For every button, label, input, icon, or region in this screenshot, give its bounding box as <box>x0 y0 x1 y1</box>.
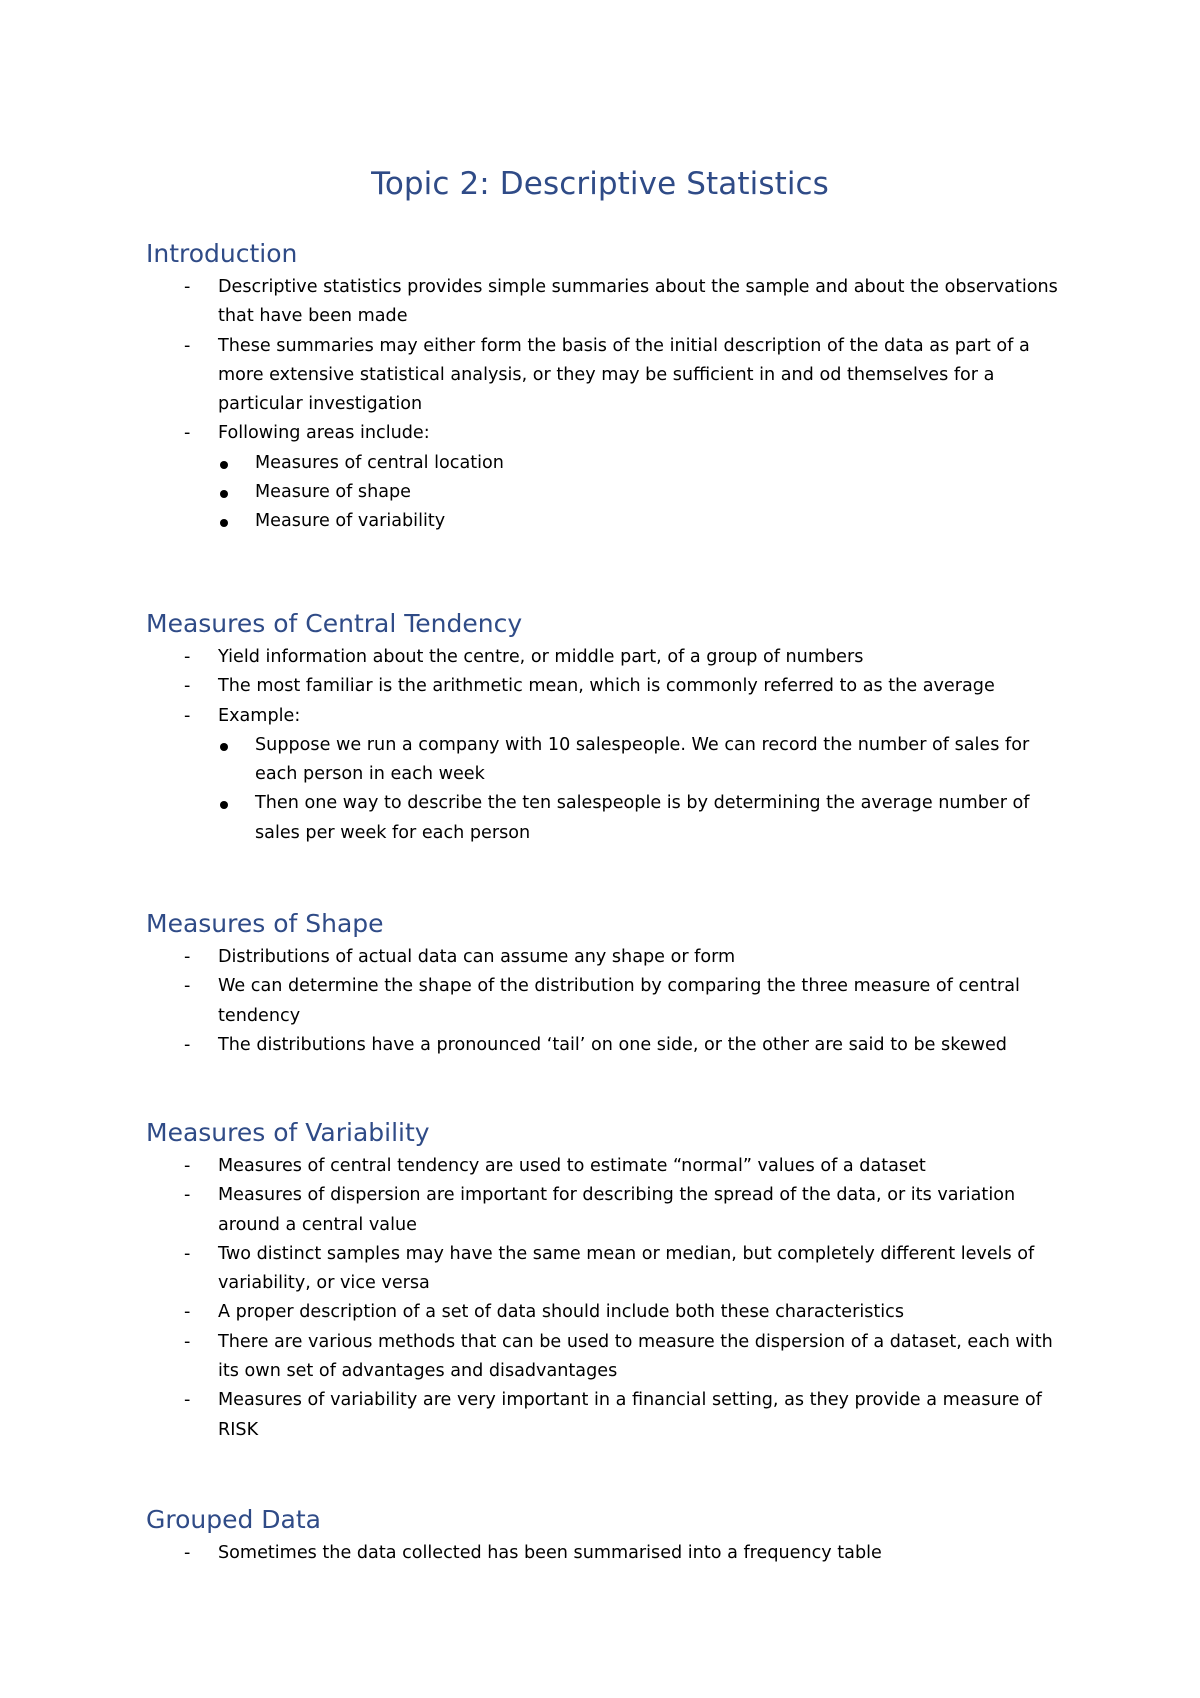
sub-list-item: Measure of variability <box>146 507 1076 536</box>
dash-bullet: - <box>184 1390 191 1411</box>
dash-bullet: - <box>184 947 191 967</box>
dash-bullet: - <box>184 647 191 667</box>
bullet-dot <box>220 801 228 809</box>
sub-bullet-list <box>146 731 1076 848</box>
list-item: - The most familiar is the arithmetic mean, which is commonly referred to as the average <box>146 672 1076 701</box>
bullet-list <box>146 643 1076 731</box>
dash-bullet: - <box>184 423 191 444</box>
list-item: - Example: <box>146 702 1076 731</box>
section-central-tendency <box>146 608 1076 848</box>
bullet-list <box>146 1539 1076 1568</box>
dash-bullet: - <box>184 1331 191 1352</box>
section-grouped-data <box>146 1504 1076 1568</box>
dash-bullet: - <box>184 1543 191 1563</box>
sub-list-item: Suppose we run a company with 10 salespeople. We can record the number of sales for each person in each week <box>146 731 1076 790</box>
section-heading: Grouped Data <box>146 1505 321 1534</box>
section-variability <box>146 1117 1076 1445</box>
section-shape <box>146 908 1076 1060</box>
bullet-dot <box>220 519 228 527</box>
list-item: - We can determine the shape of the distribution by comparing the three measure of central tendency <box>146 972 1076 1031</box>
list-item: - There are various methods that can be used to measure the dispersion of a dataset, each with its own set of advantages and disadvantages <box>146 1328 1076 1387</box>
dash-bullet: - <box>184 705 191 726</box>
bullet-dot <box>220 461 228 469</box>
dash-bullet: - <box>184 1156 191 1176</box>
list-item: - Measures of central tendency are used to estimate “normal” values of a dataset <box>146 1152 1076 1181</box>
list-item: - Sometimes the data collected has been summarised into a frequency table <box>146 1539 1076 1568</box>
section-heading: Introduction <box>146 239 298 268</box>
dash-bullet: - <box>184 1185 191 1206</box>
bullet-dot <box>220 490 228 498</box>
dash-bullet: - <box>184 976 191 997</box>
bullet-dot <box>220 743 228 751</box>
list-item: - The distributions have a pronounced ‘tail’ on one side, or the other are said to be skewed <box>146 1031 1076 1060</box>
dash-bullet: - <box>184 277 191 297</box>
list-item: - Yield information about the centre, or middle part, of a group of numbers <box>146 643 1076 672</box>
sub-list-item: Then one way to describe the ten salespeople is by determining the average number of sales per week for each person <box>146 789 1076 848</box>
section-heading: Measures of Shape <box>146 909 384 938</box>
list-item: - These summaries may either form the basis of the initial description of the data as part of a more extensive statistical analysis, or they may be sufficient in and od themselves for a particular investigation <box>146 332 1076 420</box>
dash-bullet: - <box>184 676 191 697</box>
bullet-list <box>146 273 1076 449</box>
dash-bullet: - <box>184 335 191 356</box>
section-introduction <box>146 238 1076 537</box>
list-item: - Following areas include: <box>146 419 1076 448</box>
sub-bullet-list <box>146 449 1076 537</box>
sub-list-item: Measure of shape <box>146 478 1076 507</box>
list-item: - Distributions of actual data can assume any shape or form <box>146 943 1076 972</box>
list-item: - A proper description of a set of data should include both these characteristics <box>146 1298 1076 1327</box>
list-item: - Two distinct samples may have the same mean or median, but completely different levels of variability, or vice versa <box>146 1240 1076 1299</box>
section-heading: Measures of Central Tendency <box>146 609 523 638</box>
bullet-list <box>146 1152 1076 1445</box>
bullet-list <box>146 943 1076 1060</box>
dash-bullet: - <box>184 1243 191 1264</box>
list-item: - Measures of dispersion are important for describing the spread of the data, or its variation around a central value <box>146 1181 1076 1240</box>
section-heading: Measures of Variability <box>146 1118 430 1147</box>
list-item: - Measures of variability are very important in a financial setting, as they provide a measure of RISK <box>146 1386 1076 1445</box>
list-item: - Descriptive statistics provides simple summaries about the sample and about the observations that have been made <box>146 273 1076 332</box>
sub-list-item: Measures of central location <box>146 449 1076 478</box>
page-title: Topic 2: Descriptive Statistics <box>371 166 829 202</box>
dash-bullet: - <box>184 1302 191 1323</box>
dash-bullet: - <box>184 1034 191 1055</box>
